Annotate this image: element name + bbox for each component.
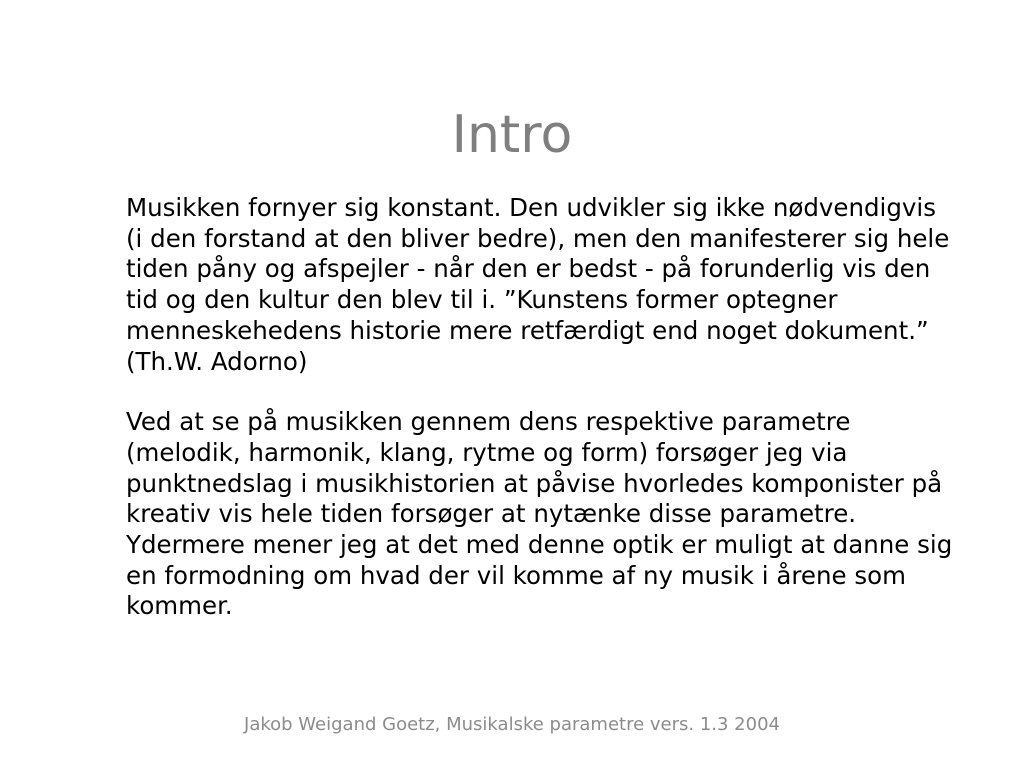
slide-footer: Jakob Weigand Goetz, Musikalske parametre vers. 1.3 2004 [244, 714, 780, 735]
slide-body [126, 193, 956, 622]
body-paragraph-2: Ved at se på musikken gennem dens respektive parametre (melodik, harmonik, klang, rytme og form) forsøger jeg via punktnedslag i musikhistorien at påvise hvorledes komponister på kreativ vis hele tiden forsøger at nytænke disse parametre. Ydermere mener jeg at det med denne optik er muligt at danne sig en formodning om hvad der vil komme af ny musik i årene som kommer. [126, 407, 953, 621]
body-paragraph-1: Musikken fornyer sig konstant. Den udvikler sig ikke nødvendigvis (i den forstand at den bliver bedre), men den manifesterer sig hele tiden påny og afspejler - når den er bedst - på forunderlig vis den tid og den kultur den blev til i. ”Kunstens former optegner menneskehedens historie mere retfærdigt end noget dokument.” (Th.W. Adorno) [126, 193, 950, 376]
slide-title: Intro [451, 105, 573, 165]
